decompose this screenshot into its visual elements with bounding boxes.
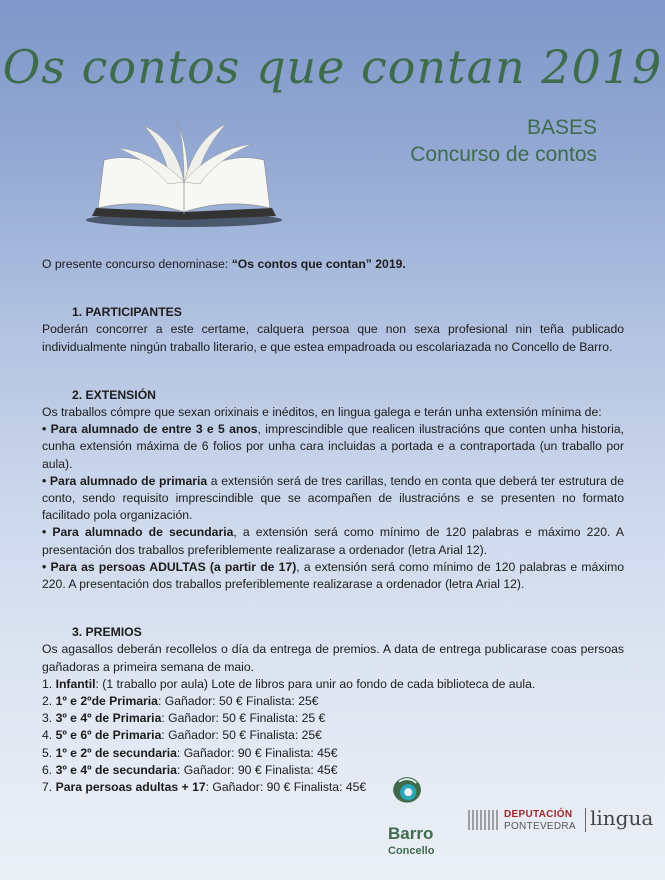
list-item: • Para as persoas ADULTAS (a partir de 17), a extensión será como mínimo de 120 palabras e máximo 220. A presentación dos traballos preferiblemente realizarase a ordenador (letra Arial 12). bbox=[42, 559, 624, 592]
list-item: 6. 3º e 4º de secundaria: Gañador: 90 € Finalista: 45€ bbox=[42, 762, 338, 777]
open-book-illustration bbox=[84, 120, 284, 230]
barro-logo-text bbox=[388, 826, 434, 859]
list-item: • Para alumnado de entre 3 e 5 anos, imprescindible que realicen ilustracións que conten unha historia, cunha extensión máxima de 6 folios por unha cara incluidas a portada e a contraportada (un traballo por aula). bbox=[42, 422, 624, 471]
section-text-participants: Poderán concorrer a este certame, calquera persoa que non sexa profesional nin teña publicado individualmente ningún traballo literario, e que estea empadroada ou escolariazada no Concello de Barro. bbox=[42, 322, 624, 354]
barro-name: Barro bbox=[388, 824, 434, 843]
section-intro-extension: Os traballos cómpre que sexan orixinais e inéditos, en lingua galega e terán unha extensión mínima de: bbox=[42, 405, 602, 420]
list-item: 7. Para persoas adultas + 17: Gañador: 90 € Finalista: 45€ bbox=[42, 780, 367, 795]
deputacion-line2: PONTEVEDRA bbox=[504, 821, 576, 832]
section-heading-prizes: 3. PREMIOS bbox=[72, 625, 142, 640]
subtitle-contest: Concurso de contos bbox=[410, 143, 597, 166]
list-item: 1. Infantil: (1 traballo por aula) Lote de libros para unir ao fondo de cada biblioteca de aula. bbox=[42, 676, 536, 691]
intro-suffix: 2019. bbox=[371, 257, 406, 271]
list-item: 2. 1º e 2ºde Primaria: Gañador: 50 € Finalista: 25€ bbox=[42, 694, 319, 709]
lingua-logo: lingua bbox=[590, 806, 654, 830]
section-heading-participants: 1. PARTICIPANTES bbox=[72, 305, 182, 320]
list-item: • Para alumnado de secundaria, a extensión será como mínimo de 120 palabras e máximo 220. A presentación dos traballos preferiblemente realizarase a ordenador (letra Arial 12). bbox=[42, 525, 624, 557]
contest-name: “Os contos que contan” bbox=[231, 257, 372, 271]
list-item: 5. 1º e 2º de secundaria: Gañador: 90 € Finalista: 45€ bbox=[42, 745, 338, 760]
subtitle-bases: BASES bbox=[526, 116, 597, 139]
list-item: 3. 3º e 4º de Primaria: Gañador: 50 € Finalista: 25 € bbox=[42, 711, 326, 726]
barro-logo-icon bbox=[386, 776, 442, 828]
intro-line bbox=[42, 256, 624, 273]
barro-concello: Concello bbox=[388, 845, 435, 857]
deputacion-grid-icon bbox=[468, 810, 498, 830]
page-title: Os contos que contan 2019 bbox=[2, 40, 663, 94]
logo-divider bbox=[585, 808, 586, 832]
section-intro-prizes: Os agasallos deberán recollelos o día da entrega de premios. A data de entrega publicarase coas persoas gañadoras a primeira semana de maio. bbox=[42, 642, 624, 674]
document-body bbox=[42, 256, 624, 796]
list-item: • Para alumnado de primaria a extensión será de tres carillas, tendo en conta que deberá ter estrutura de conto, sendo requisito imprescindible que se acompañen de ilustracións e se presenten no formato facilitado pola organización. bbox=[42, 473, 624, 523]
list-item: 4. 5º e 6º de Primaria: Gañador: 50 € Finalista: 25€ bbox=[42, 728, 322, 743]
deputacion-line1: DEPUTACIÓN bbox=[504, 809, 573, 820]
intro-prefix: O presente concurso denominase: bbox=[42, 257, 232, 271]
section-heading-extension: 2. EXTENSIÓN bbox=[72, 387, 156, 402]
